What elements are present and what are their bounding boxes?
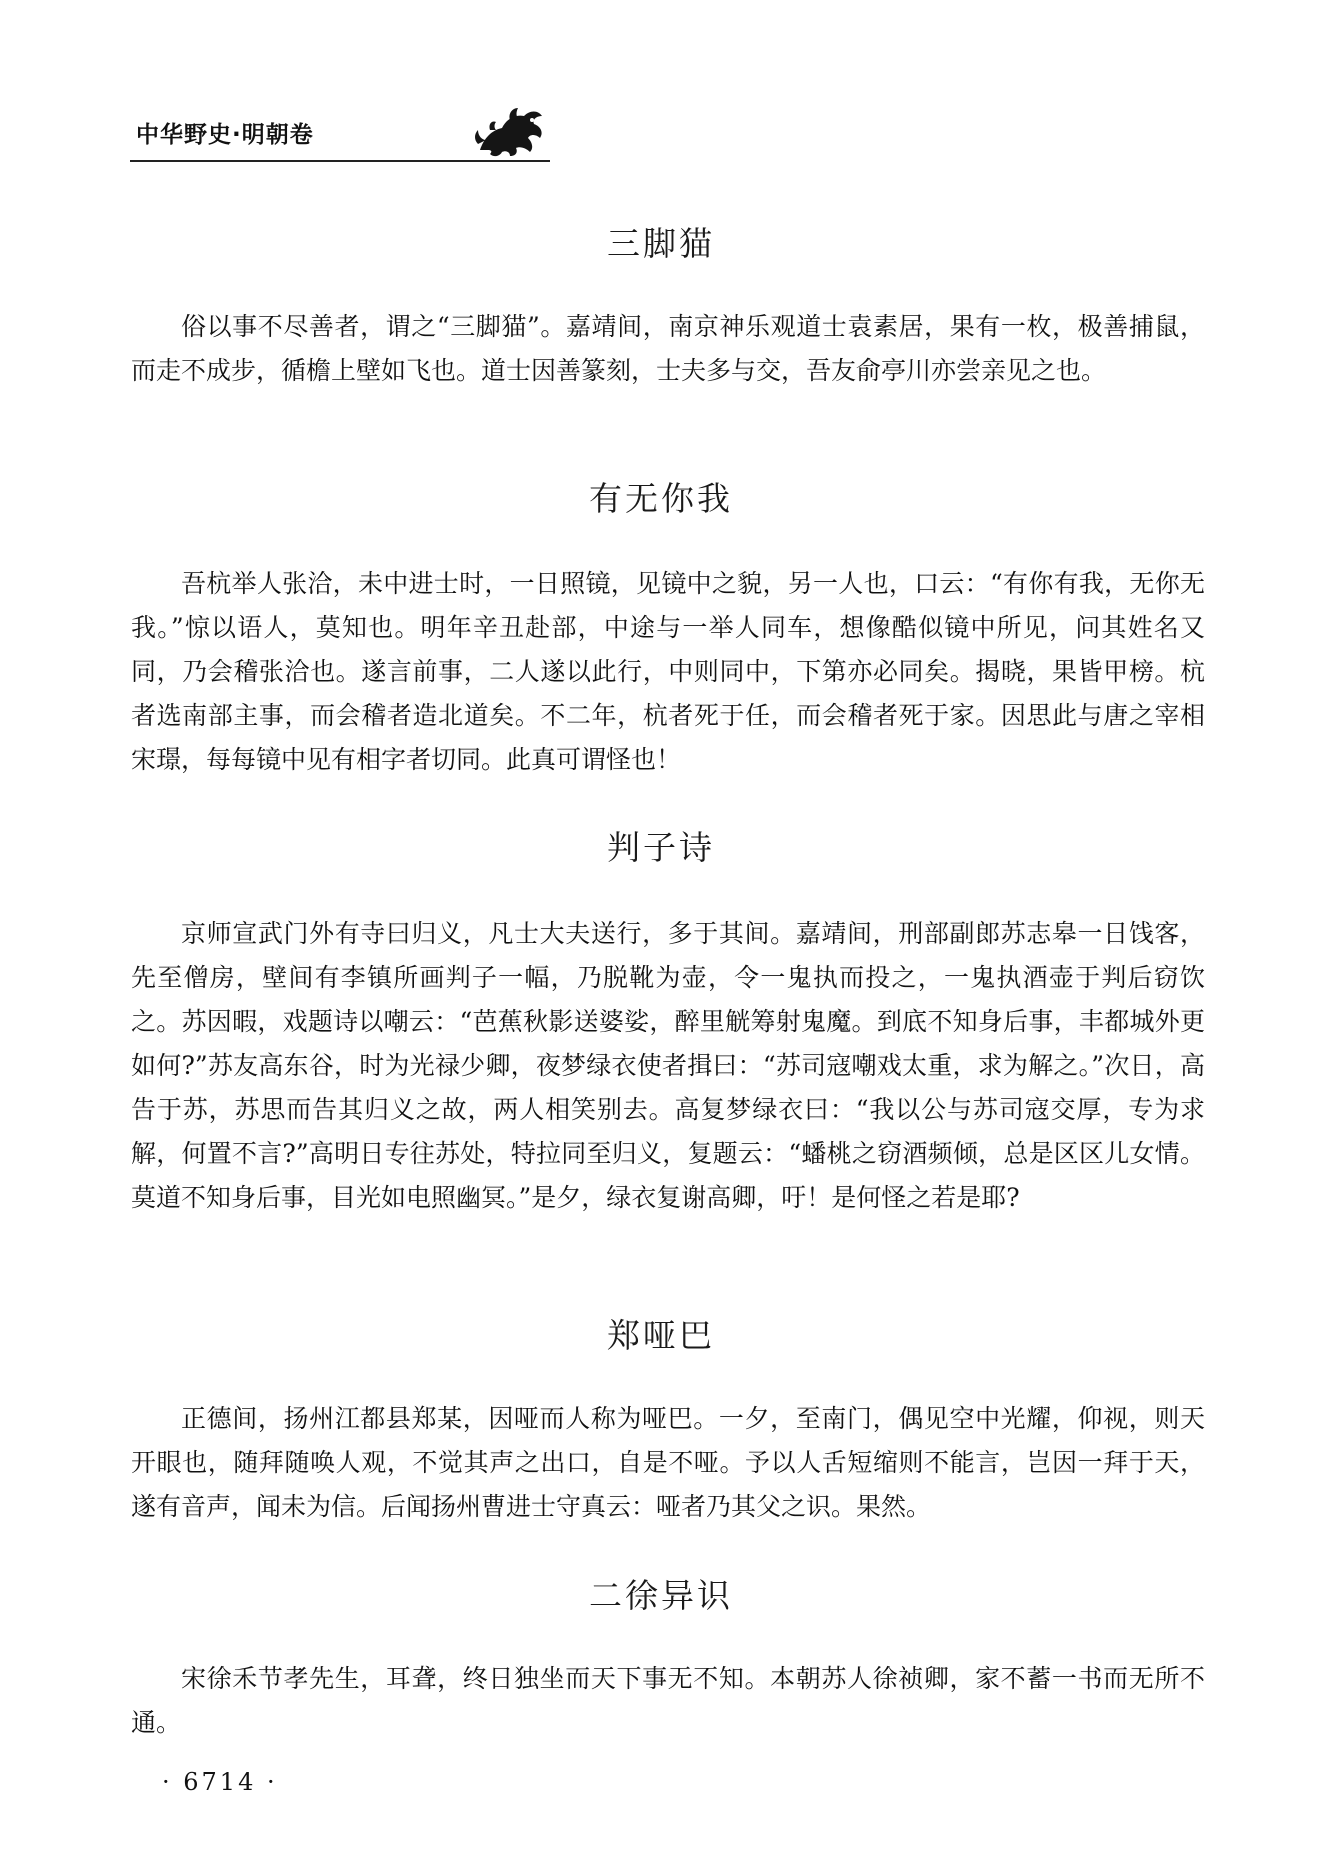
- section-body: [131, 912, 1205, 1220]
- header-rule: [130, 160, 550, 162]
- section-paragraph: 正德间，扬州江都县郑某，因哑而人称为哑巴。一夕，至南门，偶见空中光耀，仰视，则天开眼也，随拜随唤人观，不觉其声之出口，自是不哑。予以人舌短缩则不能言，岂因一拜于天，遂有音声，闻未为信。后闻扬州曹进士守真云：哑者乃其父之识。果然。: [131, 1404, 1205, 1521]
- section-title: 三脚猫: [607, 224, 715, 263]
- section-body: [131, 1657, 1205, 1745]
- section-title: 二徐异识: [589, 1576, 733, 1615]
- section-body: [131, 562, 1205, 782]
- section-title: 有无你我: [589, 479, 733, 518]
- section-title: 郑哑巴: [607, 1316, 715, 1355]
- section-paragraph: 京师宣武门外有寺曰归义，凡士大夫送行，多于其间。嘉靖间，刑部副郎苏志皋一日饯客，先至僧房，壁间有李镇所画判子一幅，乃脱靴为壶，令一鬼执而投之，一鬼执酒壶于判后窃饮之。苏因暇，戏题诗以嘲云：“芭蕉秋影送婆娑，醉里觥筹射鬼魔。到底不知身后事，丰都城外更如何?”苏友高东谷，时为光禄少卿，夜梦绿衣使者揖曰：“苏司寇嘲戏太重，求为解之。”次日，高告于苏，苏思而告其归义之故，两人相笑别去。高复梦绿衣曰：“我以公与苏司寇交厚，专为求解，何置不言?”高明日专往苏处，特拉同至归义，复题云：“蟠桃之窃酒频倾，总是区区儿女情。莫道不知身后事，目光如电照幽冥。”是夕，绿衣复谢高卿，吁！是何怪之若是耶?: [131, 919, 1205, 1212]
- qilin-emblem-icon: [470, 100, 550, 160]
- section-paragraph: 吾杭举人张洽，未中进士时，一日照镜，见镜中之貌，另一人也，口云：“有你有我，无你无我。”惊以语人，莫知也。明年辛丑赴部，中途与一举人同车，想像酷似镜中所见，问其姓名又同，乃会稽张洽也。遂言前事，二人遂以此行，中则同中，下第亦必同矣。揭晓，果皆甲榜。杭者选南部主事，而会稽者造北道矣。不二年，杭者死于任，而会稽者死于家。因思此与唐之宰相宋璟，每每镜中见有相字者切同。此真可谓怪也！: [131, 569, 1205, 774]
- section-title: 判子诗: [607, 828, 715, 867]
- page-number: · 6714 ·: [162, 1768, 278, 1796]
- section-body: [131, 305, 1205, 393]
- running-header: [130, 100, 550, 160]
- section-paragraph: 俗以事不尽善者，谓之“三脚猫”。嘉靖间，南京神乐观道士袁素居，果有一枚，极善捕鼠，而走不成步，循檐上壁如飞也。道士因善篆刻，士夫多与交，吾友俞亭川亦尝亲见之也。: [131, 312, 1205, 385]
- section-paragraph: 宋徐禾节孝先生，耳聋，终日独坐而天下事无不知。本朝苏人徐祯卿，家不蓄一书而无所不通。: [131, 1664, 1205, 1737]
- section-body: [131, 1397, 1205, 1529]
- book-title: 中华野史·明朝卷: [136, 122, 314, 148]
